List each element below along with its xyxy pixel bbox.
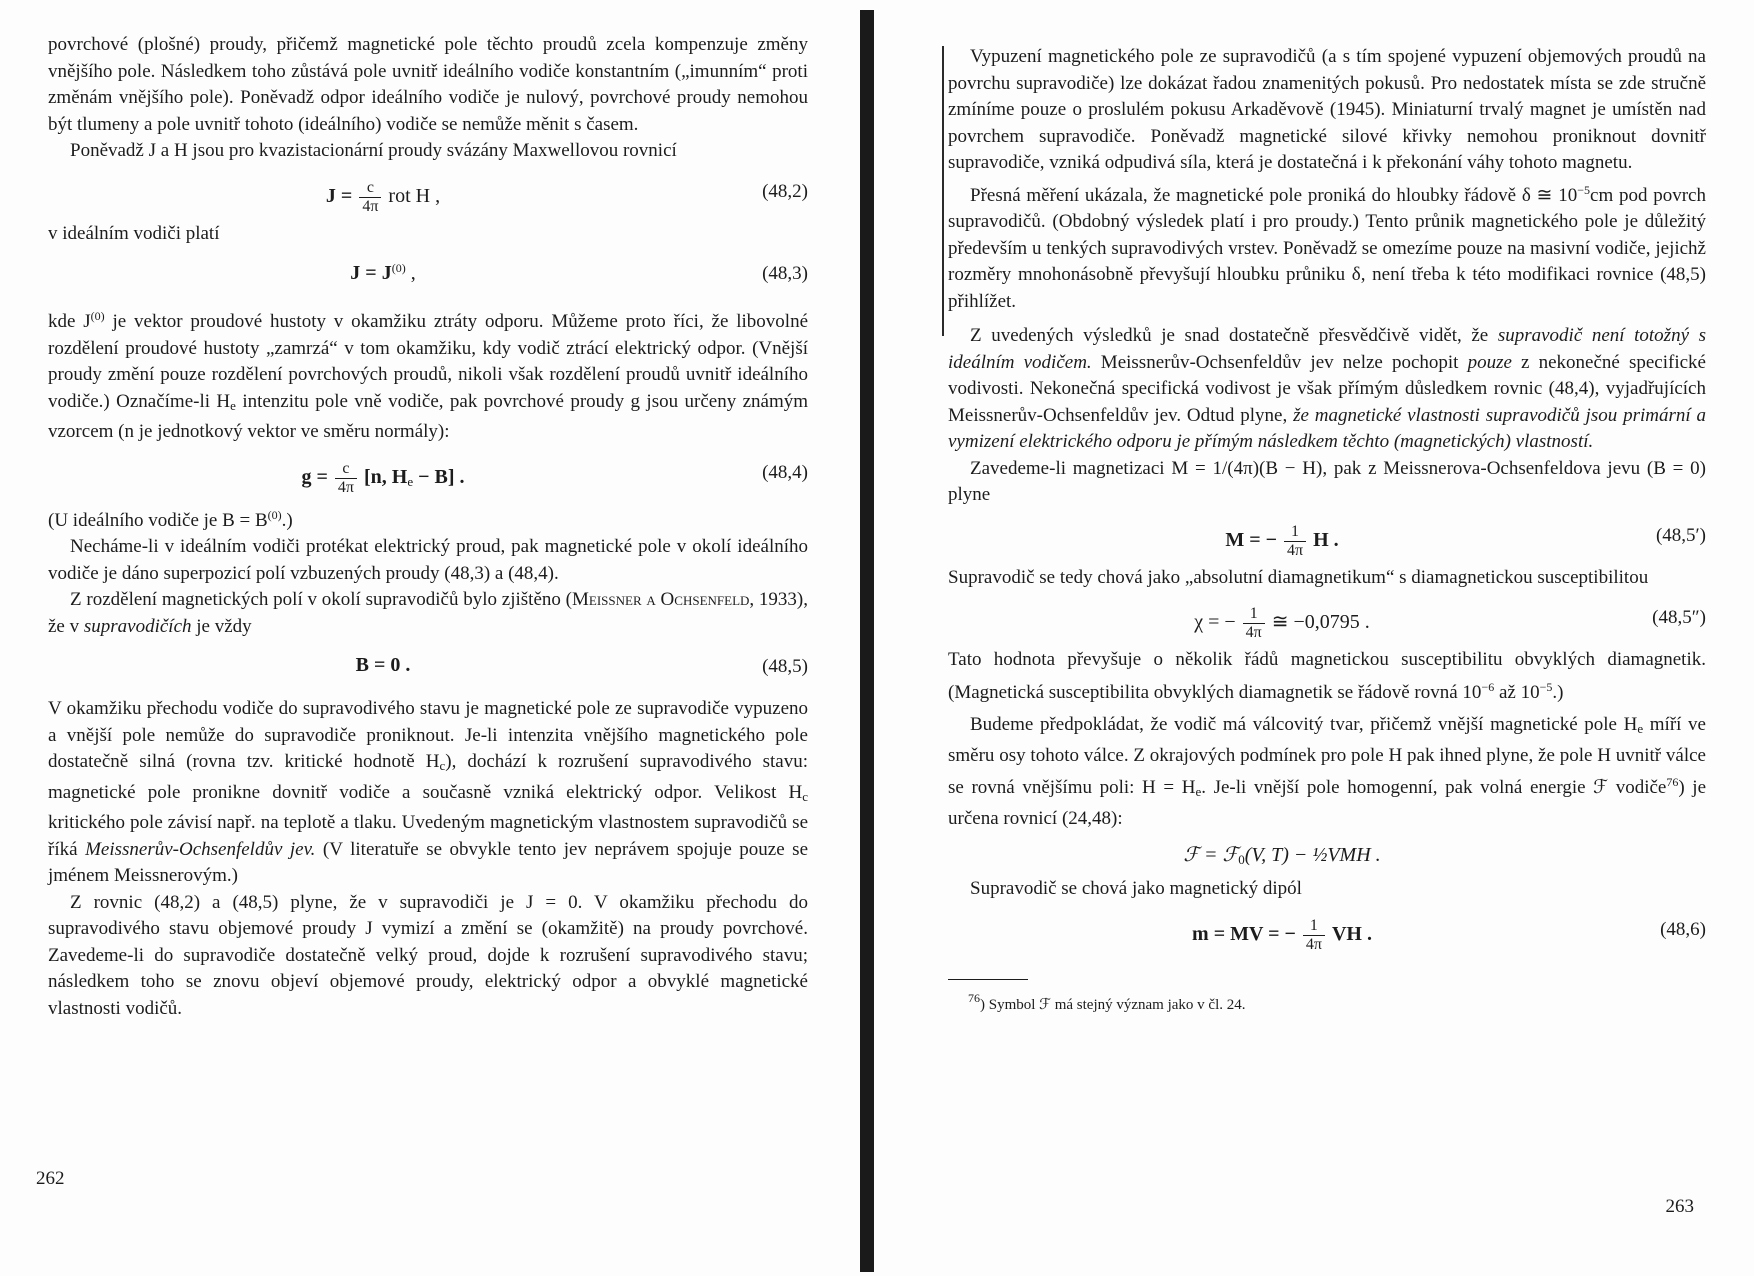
equation-number: (48,3) bbox=[762, 263, 808, 284]
paragraph-dipol: Supravodič se chová jako magnetický dipól bbox=[970, 878, 1302, 899]
margin-bar bbox=[942, 46, 944, 336]
page-number-left: 262 bbox=[36, 1168, 65, 1189]
paragraph-vypuzeni: Vypuzení magnetického pole ze supravodičů (a s tím spojené vypuzení objemových proudů na povrchu supravodiče) lze dokázat řadou znamenitých pokusů. Pro nedostatek místa se zde stručně zmíníme pouze o proslulém pokusu Arkaděvově (1945). Miniaturní trvalý magnet je umístěn nad povrchem supravodiče. Poněvadž magnetické silové křivky nemohou proniknout dovnitř supravodiče, vzniká odpudivá síla, která je dostatečná i k překonání váhy tohoto magnetu. bbox=[948, 46, 1706, 173]
line-ideal-conductor: v ideálním vodiči platí bbox=[48, 222, 220, 244]
eq-rhs: rot H , bbox=[388, 184, 441, 207]
paragraph-budeme: Budeme předpokládat, že vodič má válcovitý tvar, přičemž vnější magnetické pole $H_e$ míří ve směru osy tohoto válce. Z okrajových podmínek pro pole H pak ihned plyne, že pole H uvnitř válce se rovná vnějšímu poli: $H = H_e$. Je-li vnější pole homogenní, pak volná energie ℱ vodiče$^{76}$) je určena rovnicí (24,48): bbox=[948, 714, 1706, 829]
paragraph-chova: Supravodič se tedy chová jako „absolutní diamagnetikum“ s diamagnetickou susceptibilitou bbox=[948, 566, 1649, 588]
paragraph-rovnic: Z rovnic (48,2) a (48,5) plyne, že v supravodiči je J = 0. V okamžiku přechodu do supravodivého stavu objemové proudy J vymizí a změní se (okamžitě) na proudy povrchové. Zavedeme-li do supravodiče dostatečně velký proud, dojde k rozrušení supravodivého stavu; následkem toho se znovu objeví objemové proudy, elektrický odpor a obvyklé magnetické vlastnosti vodičů. bbox=[48, 891, 808, 1019]
equation-48-6: m = MV = − $\frac{1}{4\pi}$ VH . (48,6) bbox=[1192, 916, 1706, 953]
fraction: $\frac{c}{4\pi}$ bbox=[359, 179, 381, 216]
equation-number: (48,5″) bbox=[1652, 607, 1706, 628]
left-page-content bbox=[48, 32, 808, 1022]
right-page-content bbox=[948, 44, 1706, 1015]
footnote-76: $^{76}$) Symbol ℱ má stejný význam jako v čl. 24. bbox=[968, 990, 1246, 1013]
equation-number: (48,6) bbox=[1660, 918, 1706, 940]
paragraph-nechame: Necháme-li v ideálním vodiči protékat elektrický proud, pak magnetické pole v okolí ideálního vodiče je dáno superpozicí polí vzbuzených proudy (48,3) a (48,4). bbox=[48, 536, 808, 584]
paragraph-zavedeme: Zavedeme-li magnetizaci M = 1/(4π)(B − H), pak z Meissnerova-Ochsenfeldova jevu (B = 0) plyne bbox=[948, 457, 1706, 505]
paragraph-okamziku: V okamžiku přechodu vodiče do supravodivého stavu je magnetické pole ze supravodiče vypuzeno a vnější pole nemůže do supravodiče proniknout. Je-li intenzita vnějšího magnetického pole dostatečně silná (rovna tzv. kritické hodnotě $H_c$), dochází k rozrušení supravodivého stavu: magnetické pole pronikne dovnitř vodiče a současně vzniká elektrický odpor. Velikost $H_c$ kritického pole závisí např. na teplotě a tlaku. Uvedeným magnetickým vlastnostem supravodičů se říká Meissnerův-Ochsenfeldův jev. (V literatuře se obvykle tento jev neprávem spojuje pouze se jménem Meissnerovým.) bbox=[48, 698, 809, 886]
paragraph-uvedenych: Z uvedených výsledků je snad dostatečně přesvědčivě vidět, že supravodič není totožný s ideálním vodičem. Meissnerův-Ochsenfeldův jev nelze pochopit pouze z nekonečné specifické vodivosti. Nekonečná specifická vodivost je však přímým důsledkem rovnic (48,4), vyjadřujících Meissnerův-Ochsenfeldův jev. Odtud plyne, že magnetické vlastnosti supravodičů jsou primární a vymizení elektrického odporu je přímým následkem těchto (magnetických) vlastností. bbox=[948, 325, 1706, 452]
equation-48-2 bbox=[48, 165, 808, 221]
equation-free-energy: ℱ = ℱ$_0$(V, T) − ½VMH . bbox=[1183, 844, 1381, 867]
paragraph-rozdeleni: Z rozdělení magnetických polí v okolí supravodičů bylo zjištěno (Meissner a Ochsenfeld, 1933), že v supravodičích je vždy bbox=[48, 589, 809, 637]
page-number-right: 263 bbox=[1665, 1196, 1694, 1217]
paragraph-intro: povrchové (plošné) proudy, přičemž magnetické pole těchto proudů zcela kompenzuje změny vnějšího pole. Následkem toho zůstává pole uvnitř ideálního vodiče konstantním („imunním“ proti změnám vnějšího pole). Poněvadž odpor ideálního vodiče je nulový, povrchové proudy nemohou být tlumeny a pole uvnitř tohoto (ideálního) vodiče se nemůže měnit s časem. bbox=[48, 34, 808, 135]
equation-number: (48,5) bbox=[762, 656, 808, 677]
paragraph-kde: kde $J^{(0)}$ je vektor proudové hustoty v okamžiku ztráty odporu. Můžeme proto říci, že libovolné rozdělení proudové hustoty „zamrzá“ v tom okamžiku, kdy vodič ztrácí elektrický odpor. (Vnější proudy změní pouze rozdělení povrchových proudů, nikoli však rozdělení proudů uvnitř ideálního vodiče.) Označíme-li $H_e$ intenzitu pole vně vodiče, pak povrchové proudy g jsou určeny známým vzorcem (n je jednotkový vektor ve směru normály): bbox=[48, 309, 809, 442]
footnote-rule bbox=[948, 979, 1028, 980]
book-spine bbox=[860, 10, 874, 1272]
fraction: $\frac{1}{4\pi}$ bbox=[1243, 605, 1265, 642]
left-page bbox=[36, 0, 809, 1276]
paragraph-tato: Tato hodnota převyšuje o několik řádů magnetickou susceptibilitu obvyklých diamagnetik. (Magnetická susceptibilita obvyklých diamagnetik se řádově rovná $10^{-6}$ až $10^{-5}$.) bbox=[948, 649, 1706, 703]
equation-number: (48,5′) bbox=[1655, 524, 1706, 546]
eq-formula: J = J bbox=[350, 262, 392, 284]
right-page bbox=[948, 0, 1706, 1276]
equation-number: (48,2) bbox=[762, 180, 808, 202]
equation-number: (48,4) bbox=[762, 461, 808, 483]
fraction: $\frac{c}{4\pi}$ bbox=[335, 460, 357, 497]
eq-lhs: J = bbox=[325, 184, 353, 207]
fraction: $\frac{1}{4\pi}$ bbox=[1303, 917, 1325, 954]
equation-48-5-prime: M = − $\frac{1}{4\pi}$ H . (48,5′) bbox=[1225, 522, 1706, 559]
equation-48-3: $J = J^{(0)}$ , (48,3) bbox=[350, 261, 808, 284]
paragraph-maxwell: Poněvadž J a H jsou pro kvazistacionární proudy svázány Maxwellovou rovnicí bbox=[70, 140, 677, 161]
equation-48-5: B = 0 . (48,5) bbox=[355, 654, 808, 677]
equation-48-4: g = $\frac{c}{4\pi}$ [n, $H_e - B$] . (48,4) bbox=[301, 459, 808, 496]
paragraph-presna: Přesná měření ukázala, že magnetické pole proniká do hloubky řádově δ ≅ $10^{-5}cm$ pod povrch supravodičů. (Obdobný výsledek platí i pro proudy.) Tento průnik magnetického pole je důležitý především u tenkých supravodivých vrstev. Poněvadž se omezíme pouze na masivní vodiče, jejichž rozměry mnohonásobně převyšují hloubku průniku δ, není třeba k této modifikaci rovnice (48,5) přihlížet. bbox=[948, 182, 1706, 312]
paragraph-ideal-b: (U ideálního vodiče je $B = B^{(0)}$.) bbox=[48, 507, 293, 531]
fraction: $\frac{1}{4\pi}$ bbox=[1284, 523, 1306, 560]
equation-48-5-double-prime: χ = − $\frac{1}{4\pi}$ ≅ −0,0795 . (48,5″) bbox=[1194, 605, 1706, 641]
